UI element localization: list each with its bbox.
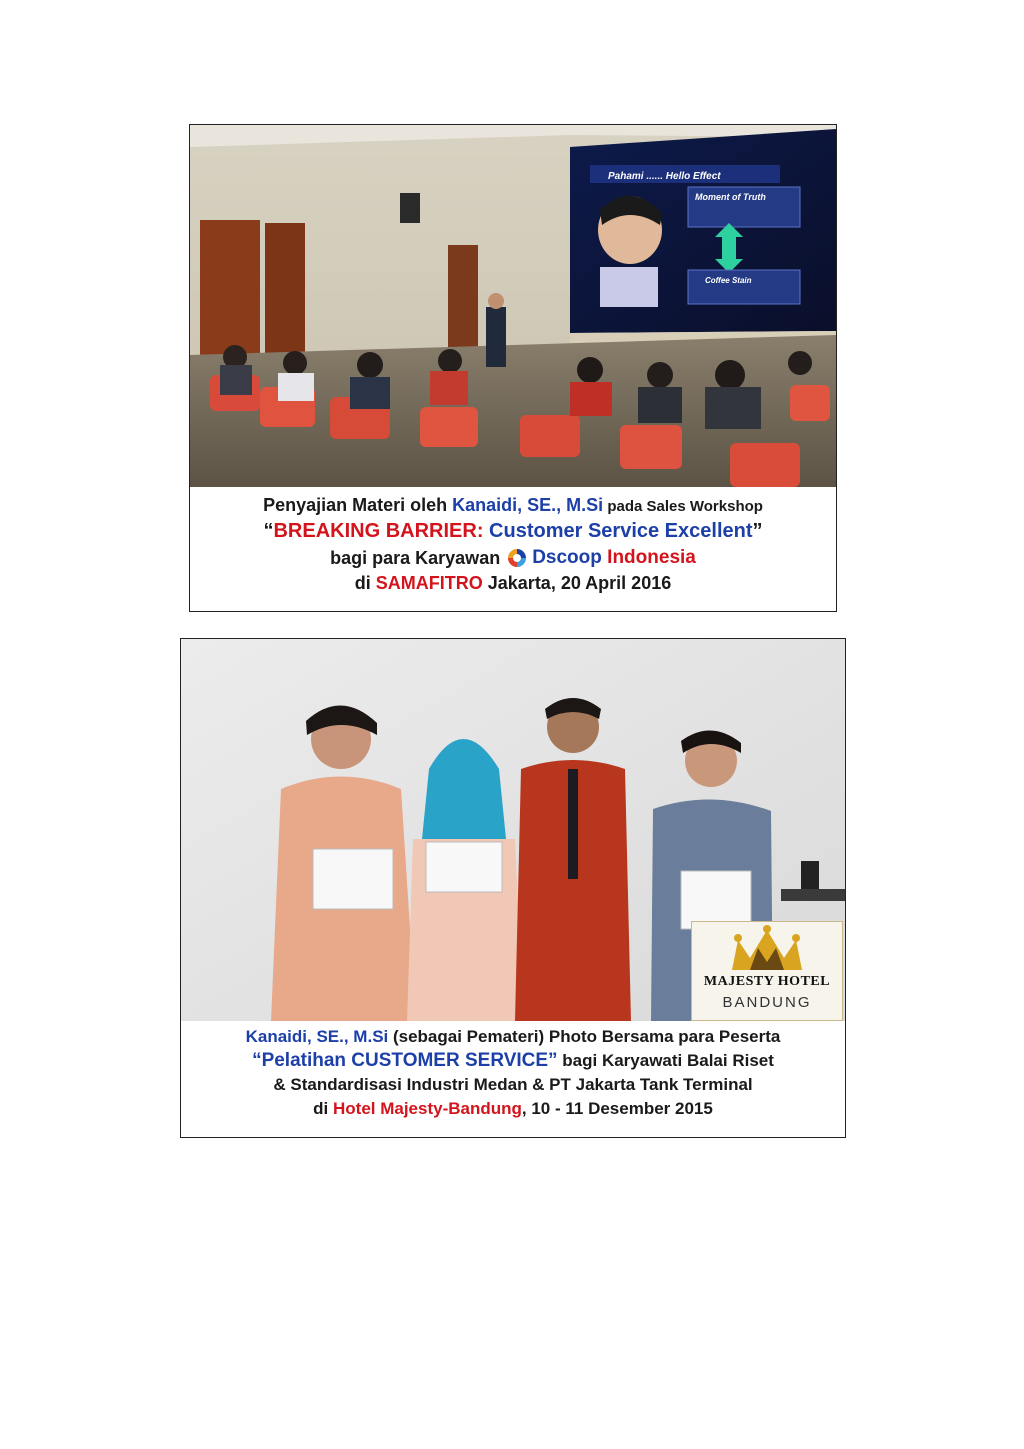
workshop-photo	[190, 125, 836, 487]
quote-close: ”	[752, 520, 763, 542]
caption-text: Jakarta, 20 April 2016	[482, 573, 672, 593]
caption-text: Penyajian Materi oleh	[263, 495, 453, 515]
training-title: “Pelatihan CUSTOMER SERVICE”	[252, 1050, 558, 1071]
hotel-name: MAJESTY HOTEL	[703, 974, 831, 989]
crown-icon	[692, 922, 842, 974]
quote-open: “	[263, 520, 274, 542]
caption-text: di	[313, 1099, 333, 1118]
caption-text: , 10 - 11 Desember 2015	[521, 1099, 713, 1118]
caption-text: bagi Karyawati Balai Riset	[557, 1051, 774, 1070]
caption-line-3	[190, 547, 836, 569]
caption-line-2	[190, 520, 836, 543]
presenter-name: Kanaidi, SE., M.Si	[245, 1027, 389, 1046]
caption-line-3: & Standardisasi Industri Medan & PT Jakarta Tank Terminal	[273, 1075, 753, 1094]
caption-line-1	[181, 1025, 845, 1049]
dscoop-text: Dscoop	[532, 547, 602, 568]
venue-name: SAMAFITRO	[375, 573, 483, 593]
workshop-title-red: BREAKING BARRIER:	[273, 520, 484, 542]
workshop-caption	[190, 489, 836, 594]
workshop-photo-panel	[189, 124, 837, 612]
svg-text:Coffee Stain: Coffee Stain	[705, 276, 752, 285]
svg-text:Pahami ...... Hello Effect: Pahami ...... Hello Effect	[608, 171, 721, 182]
workshop-title-blue: Customer Service Excellent	[483, 520, 753, 542]
caption-text: di	[354, 573, 376, 593]
group-caption	[181, 1021, 845, 1121]
dscoop-logo-icon	[506, 547, 528, 569]
caption-line-4	[181, 1097, 845, 1121]
caption-line-4	[190, 573, 836, 594]
caption-line-1	[190, 495, 836, 516]
group-photo	[181, 639, 845, 1021]
caption-line-2	[181, 1049, 845, 1073]
majesty-hotel-logo	[691, 921, 843, 1021]
dscoop-logo	[506, 547, 696, 569]
presenter-name: Kanaidi, SE., M.Si	[452, 495, 604, 515]
hotel-city: BANDUNG	[722, 994, 812, 1011]
group-photo-panel	[180, 638, 846, 1138]
caption-text: (sebagai Pemateri) Photo Bersama para Peserta	[388, 1027, 781, 1046]
caption-text: bagi para Karyawan	[330, 547, 501, 568]
classroom-scene-illustration	[190, 125, 836, 487]
indonesia-text: Indonesia	[601, 547, 696, 568]
caption-text: pada Sales Workshop	[603, 498, 763, 515]
venue-name: Hotel Majesty-Bandung	[333, 1099, 522, 1118]
svg-text:Moment of Truth: Moment of Truth	[695, 192, 766, 202]
